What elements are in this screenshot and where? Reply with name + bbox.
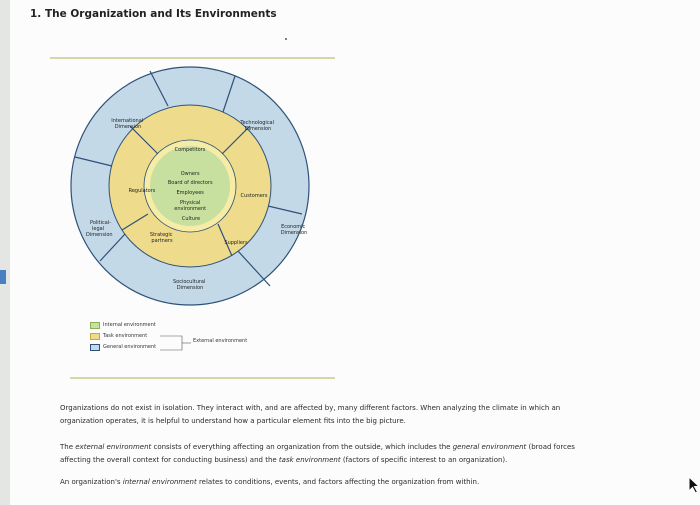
paragraph-intro: Organizations do not exist in isolation. They interact with, and are affected by, many different factors. When analyzing the climate in which an organization operates, it is helpful to understand how a particular element fits into the big picture. — [60, 404, 561, 425]
label-competitors: Competitors — [174, 147, 206, 153]
legend-task-label: Task environment — [103, 333, 148, 339]
legend-general-label: General environment — [103, 344, 157, 350]
environment-diagram — [70, 66, 310, 306]
label-political-legal-dimension: Political- legal Dimension — [86, 220, 113, 238]
label-strategic-partners: Strategic partners — [149, 232, 173, 244]
left-edge-strip — [0, 0, 10, 505]
stray-dot — [285, 38, 287, 40]
page-title: 1. The Organization and Its Environments — [30, 8, 277, 20]
diagram-legend — [90, 320, 330, 360]
edge-marker — [0, 270, 6, 284]
label-customers: Customers — [240, 193, 268, 199]
label-technological-dimension: Technological Dimension — [240, 120, 275, 132]
mouse-cursor-icon — [688, 476, 700, 494]
label-regulators: Regulators — [128, 188, 156, 194]
question-page — [10, 0, 700, 505]
paragraph-external: The external environment consists of everything affecting an organization from the outside, which includes the general environment (broad forces affecting the overall context for conducting business) and the task environment (factors of specific interest to an organization). — [60, 443, 575, 464]
internal-environment-core — [150, 146, 230, 226]
legend-bracket — [160, 332, 192, 354]
label-international-dimension: International Dimension — [111, 118, 144, 130]
paragraph-internal: An organization's internal environment relates to conditions, events, and factors affecting the organization from within. — [60, 478, 480, 486]
divider-top — [50, 57, 335, 59]
legend-internal — [90, 320, 156, 330]
label-internal-items: Owners Board of directors Employees Physical environment Culture — [167, 171, 213, 222]
legend-external-label: External environment — [193, 338, 248, 344]
swatch-task — [90, 333, 100, 340]
label-economic-dimension: Economic Dimension — [280, 224, 308, 236]
label-suppliers: Suppliers — [224, 240, 248, 246]
legend-general — [90, 342, 156, 352]
divider-bottom — [70, 377, 335, 379]
swatch-general — [90, 344, 100, 351]
label-sociocultural-dimension: Sociocultural Dimension — [173, 279, 206, 291]
legend-task — [90, 331, 147, 341]
legend-internal-label: Internal environment — [103, 322, 156, 328]
swatch-internal — [90, 322, 100, 329]
